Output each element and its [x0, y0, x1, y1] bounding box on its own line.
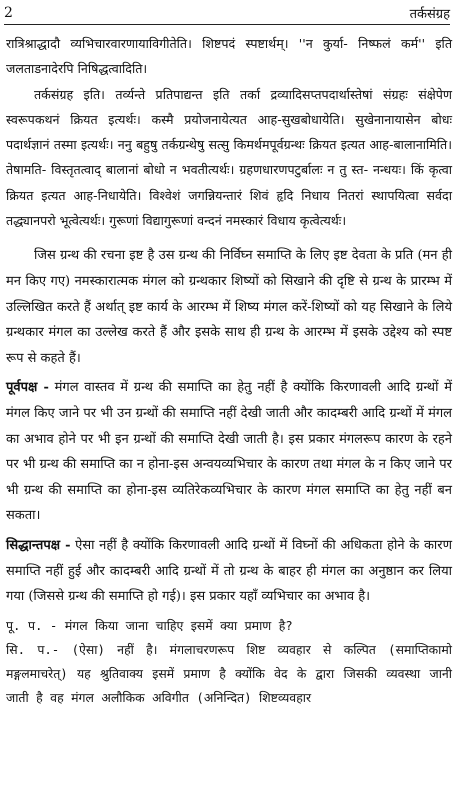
sp-label: सि. प.-: [6, 641, 60, 657]
page-number: 2: [4, 5, 13, 21]
sanskrit-line1: रात्रिश्राद्धादौ व्यभिचारवारणायाविगीतेति। शिष्टपदं स्पष्टार्थम्। ''न कुर्या- निष्फलं कर्म'' इति जलताडनादेरपि निषिद्धत्वादिति।: [6, 36, 452, 77]
siddhanta-paragraph: [6, 533, 452, 610]
siddhanta-answer: [6, 638, 452, 711]
sanskrit-commentary: तर्कसंग्रह इति। तर्व्यन्ते प्रतिपाद्यन्त इति तर्का द्रव्यादिसप्तपदार्थास्तेषां संग्रहः संक्षेपेण स्वरूपकथनं क्रियत इत्यर्थः। कस्मै प्रयोजनायेत्यत आह-सुखबोधायेति। सुखेनानायासेन बोधः पदार्थज्ञानं तस्मा इत्यर्थः। ननु बहुषु तर्कग्रन्थेषु सत्सु किमर्थमपूर्वग्रन्थः क्रियत इत्यत आह-बालानामिति। तेषामति- विस्तृतत्वाद् बालानां बोधो न भवतीत्यर्थः। ग्रहणधारणपटुर्बालः न तु स्त- नन्धयः। किं कृत्वा क्रियत इत्यत आह-निधायेति। विश्वेशं जगन्नियन्तारं शिवं हृदि निधाय नितरां स्थापयित्वा सर्वदा तद्ध्यानपरो भूत्वेत्यर्थः। गुरूणां विद्यागुरूणां वन्दनं नमस्कारं विधाय कृत्वेत्यर्थः।: [6, 86, 452, 229]
purvapaksha-text: मंगल वास्तव में ग्रन्थ की समाप्ति का हेतु नहीं है क्योंकि किरणावली आदि ग्रन्थों में मंगल किए जाने पर भी उन ग्रन्थों की समाप्ति नहीं देखी जाती और कादम्बरी आदि ग्रन्थों में मंगल का अभाव होने पर भी इन ग्रन्थों की समाप्ति देखी जाती है। इस प्रकार मंगलरूप कारण के रहने पर भी ग्रन्थ की समाप्ति का न होना-इस अन्वयव्यभिचार के कारण तथा मंगल के न किए जाने पर भी ग्रन्थ की समाप्ति का होना-इस व्यतिरेकव्यभिचार के कारण मंगल समाप्ति का हेतु नहीं बन सकता।: [6, 380, 452, 524]
purva-paksha-question: [6, 614, 452, 638]
section-gap: [6, 233, 452, 243]
pp-text: मंगल किया जाना चाहिए इसमें क्या प्रमाण है?: [64, 617, 293, 633]
hindi-intro: जिस ग्रन्थ की रचना इष्ट है उस ग्रन्थ की निर्विघ्न समाप्ति के लिए इष्ट देवता के प्रति (मन ही मन किए गए) नमस्कारात्मक मंगल को ग्रन्थकार शिष्यों को सिखाने की दृष्टि से ग्रन्थ के प्रारम्भ में उल्लिखित करते हैं अर्थात् इष्ट कार्य के आरम्भ में शिष्य मंगल करें-शिष्यों को यह सिखाने के लिये ग्रन्थकार मंगल का उल्लेख करते हैं और इसके साथ ही ग्रन्थ के आरम्भ में इसके उद्देश्य को स्पष्ट रूप से कहते हैं।: [6, 248, 452, 366]
siddhanta-text: ऐसा नहीं है क्योंकि किरणावली आदि ग्रन्थों में विघ्नों की अधिकता होने के कारण समाप्ति नहीं हुई और कादम्बरी आदि ग्रन्थों में तो ग्रन्थ के बाहर ही मंगल का अनुष्ठान कर लिया गया (जिससे ग्रन्थ की समाप्ति हो गई)। इस प्रकार यहाँ व्यभिचार का अभाव है।: [6, 537, 453, 605]
sp-text: (ऐसा) नहीं है। मंगलाचरणरूप शिष्ट व्यवहार से कल्पित (समाप्तिकामो मङ्गलमाचरेत्) यह श्रुतिवाक्य इसमें प्रमाण है क्योंकि वेद के द्वारा जिसकी व्यवस्था जानी जाती है वह मंगल अलौकिक अविगीत (अनिन्दित) शिष्टव्यवहार: [6, 641, 452, 706]
page-body: [6, 31, 452, 711]
siddhanta-label: सिद्धान्तपक्ष -: [6, 537, 71, 553]
pp-label: पू. प. -: [6, 617, 58, 633]
running-title: तर्कसंग्रह: [409, 7, 450, 22]
purvapaksha-paragraph: [6, 375, 452, 529]
page-header: [4, 2, 450, 25]
purvapaksha-label: पूर्वपक्ष -: [6, 380, 49, 396]
